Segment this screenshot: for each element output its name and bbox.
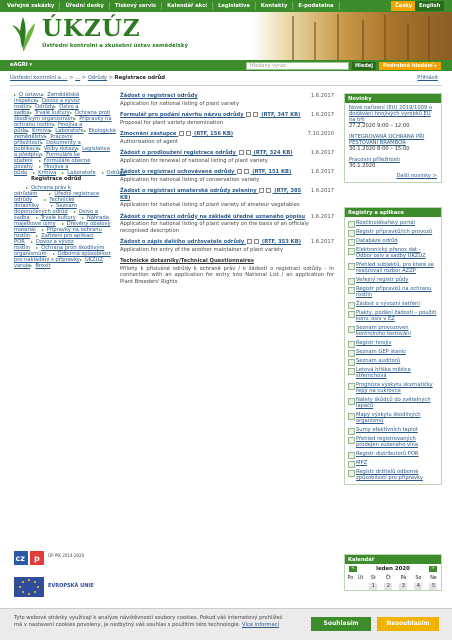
form-entry [120,188,334,209]
app-link[interactable]: Registr distributorů POR [345,451,441,457]
breadcrumb-odrudy[interactable]: Odrůdy [87,75,107,81]
sidebar-item[interactable]: Legislativa a předpisy [14,146,110,158]
form-description: Authorisation of agent [120,138,179,145]
form-title-link[interactable] [120,239,334,246]
app-link[interactable]: Přehled subjektů, pro které se realizovali rozbor AZZP [345,262,441,274]
app-link[interactable]: Letová hřiška měšice střemchová [345,367,441,379]
svg-text:cz: cz [15,554,25,563]
technical-questionnaires [120,258,334,285]
news-item-link[interactable]: INTEGROVANÁ OCHRANA PŘI PĚSTOVÁNÍ BRAMBOR [349,134,425,146]
file-icon [253,112,258,117]
calendar-day[interactable]: 5 [429,583,437,590]
form-description: Proposal for plant variety denomination [120,119,223,126]
sidebar-item[interactable]: Zařízení pro aplikaci POR [14,233,94,246]
app-link[interactable]: Přehled registrovaných prodejen sušeného vína [345,436,441,448]
form-title[interactable]: Žádost o registraci odrůdy na základě úředně uznaného popisu [120,213,306,220]
top-navigation [0,0,452,12]
form-entry [120,150,334,164]
calendar-weekday: Čt [385,575,391,581]
ukzuz-logo-icon[interactable] [10,17,36,51]
topnav-item[interactable]: Tiskový servis [110,2,162,10]
form-description: Application for renewal of national listing of plant variety [120,157,268,164]
calendar-weekday: Po [347,575,354,581]
file-icon [259,188,264,193]
form-entry [120,131,334,145]
file-size[interactable]: (RTF, 151 KB) [252,169,292,175]
breadcrumb-home[interactable]: Ústřední kontrolní a ... [10,75,68,81]
sidebar-item[interactable]: Ochrana proti škodlivým organismům [14,110,111,122]
calendar-weekday: Ne [430,575,437,581]
lang-czech-button[interactable]: Česky [391,1,416,11]
calendar-box [344,554,442,591]
app-link[interactable]: Rostlinolékařský portál [345,220,441,226]
file-icon [246,150,251,155]
topnav-item[interactable]: Úřední desky [60,2,109,10]
sidebar-item[interactable]: Krmiva [33,170,56,176]
news-heading: Novinky [345,94,441,103]
form-title[interactable]: Žádost o zápis dalšího udržovatele odrůdy [120,239,245,245]
sidebar-item[interactable]: Úřední registrace odrůdy [14,191,100,204]
app-link[interactable]: Registr přípravků na ochranu rostlin [345,286,441,298]
calendar-day[interactable]: 3 [399,583,407,590]
form-title[interactable]: Žádost o registraci odrůdy [120,93,198,99]
breadcrumb-current: Registrace odrůd [114,75,165,81]
svg-text:p: p [34,554,40,563]
sidebar-item[interactable]: Hnojiva a půda [14,164,69,176]
lang-english-button[interactable]: English [415,1,444,11]
app-link[interactable]: Sumy efektivních teplot [345,427,441,433]
app-link[interactable]: Registr přípravků/ich provozů [345,229,441,235]
sidebar-item[interactable]: Odrůdy [102,170,126,176]
sidebar-item[interactable]: Osivo a sadba [14,104,79,116]
calendar-next-button[interactable]: > [429,566,437,572]
sidebar-item[interactable]: Přípravky na ochranu rostlin [14,116,112,128]
cookie-more-link[interactable]: Více informací [241,621,279,628]
sidebar-item[interactable]: Dovoz a vývoz rostlin [14,239,74,252]
sidebar-item[interactable]: Formuláře obecné povahy [14,158,91,170]
search-input[interactable]: Hledaný výraz [246,62,349,70]
tq-title-link[interactable]: Technické dotazníky/Technical Questionnaires [120,258,254,264]
search-button[interactable]: Hledej [352,62,376,70]
svg-text:EVROPSKÁ UNIE: EVROPSKÁ UNIE [48,583,94,589]
topnav-item[interactable]: E-podatelna [293,2,339,10]
form-title-link[interactable] [120,188,334,201]
calendar-grid [345,574,441,590]
file-size[interactable]: (RTF, 385 KB) [120,188,302,201]
form-title[interactable]: Zmocnění zástupce [120,131,177,137]
app-link[interactable]: Elektronický přenos dat - Odbor osiv a sadby ÚKZÚZ [345,247,441,259]
file-size[interactable]: (RTF, 324 KB) [253,150,293,156]
file-icon [237,169,242,174]
form-title-link[interactable] [120,93,334,100]
cookie-agree-button[interactable]: Souhlasím [311,617,371,631]
form-title-link[interactable] [120,150,334,157]
form-title-link[interactable] [120,214,334,221]
sidebar-item[interactable]: Osivo a sadba [14,209,99,222]
file-size[interactable]: (RTF, 156 KB) [194,131,234,137]
news-box [344,93,442,183]
form-date: 1.6.2017 [310,188,334,194]
file-icon [179,131,184,136]
sidebar-item[interactable]: Dokumenty a publikace [14,140,81,152]
brand-name[interactable]: ÚKZÚZ [42,15,141,42]
sidebar-item[interactable]: Seznam doporučených odrůd [14,203,77,216]
sidebar-item[interactable]: Formuláře ke stažení [14,152,80,164]
news-item-date: 30.1.2020 [349,163,376,169]
sidebar-item[interactable]: Zemědělská inspekce [14,92,80,104]
sidebar-item[interactable]: Ekologické zemědělství [14,128,116,140]
sidebar-item[interactable]: Laboratoře [62,170,95,176]
news-item-link[interactable]: Pracovní příležitosti [349,157,400,163]
header-wheat-image [252,12,452,60]
app-link[interactable]: Seznam auditorů [345,358,441,364]
topnav-item[interactable]: Kalendář akcí [162,2,213,10]
news-item-date: 27.2.2020 9:00 – 12:00 [349,123,410,129]
form-title[interactable]: Žádost o prodloužení registrace odrůdy [120,150,236,156]
svg-text:OP PIK 2014-2020: OP PIK 2014-2020 [48,553,85,558]
file-icon [244,169,249,174]
app-link[interactable]: MPZ [345,460,441,466]
app-link[interactable]: Nálety škůdců do světelných lapačů [345,397,441,409]
sidebar-item[interactable]: O ústavu [14,92,42,98]
apps-box [344,207,442,485]
sidebar-item[interactable]: Technické dotazníky [14,197,75,210]
divider [10,85,442,86]
app-link[interactable]: Seznam provozoven kontrolního testování [345,325,441,337]
sidebar-item[interactable]: Dovoz a vývoz rostlin [14,98,80,110]
sidebar-item[interactable]: Brexit [30,263,50,269]
sidebar-item[interactable]: Laboratoře [50,128,83,134]
topnav-item[interactable]: Kontakty [256,2,293,10]
sidebar-item[interactable]: Ochrana proti škodlivým organismům [14,245,105,258]
form-entry [120,169,334,183]
form-entry [120,93,334,107]
sidebar-item[interactable]: ÚKZÚZ varuje [14,257,103,270]
more-news-link[interactable]: Další novinky > [396,173,437,179]
form-description: Application for national listing of conservation variety [120,176,260,183]
news-item-date: 30.1.2020 8:00 – 15:00 [349,146,410,152]
sidebar-item[interactable]: Trvalé kultury [30,110,70,116]
calendar-weekday: St [370,575,376,581]
news-item-link[interactable]: Nové nařízení (EU) 2019/1009 o dodávání hnojivých výrobků EU na trh [349,105,433,123]
sidebar-item[interactable]: Odrůdy [30,104,54,110]
app-link[interactable]: Veřejný registr půdy [345,277,441,283]
app-link[interactable]: Registr hnojiv [345,340,441,346]
sidebar-item[interactable]: Dřevěný obalový materiál [14,221,111,234]
form-title[interactable]: Žádost o registraci amatérské odrůdy zeleniny [120,188,257,194]
breadcrumb: Ústřední kontrolní a ... > ... > Odrůdy > Registrace odrůd [10,75,165,81]
header [0,12,452,60]
calendar-day[interactable]: 4 [414,583,422,590]
breadcrumb-ellipsis[interactable]: ... [75,75,81,81]
calendar-month: leden 2020 [376,566,410,572]
sidebar-item[interactable]: Ochrana práv k odrůdám [14,185,71,198]
form-date: 1.6.2017 [310,169,334,175]
login-link[interactable]: Přihlásit [417,75,438,81]
search-bar [0,60,452,71]
sidebar-item[interactable]: Přípravky na ochranu rostlin [14,227,102,240]
form-description: Application for national listing of plant variety of amateur vegetables [120,202,300,208]
file-icon [186,131,191,136]
form-title-link[interactable] [120,169,334,176]
form-entry [120,239,334,253]
file-icon [246,112,251,117]
cookie-disagree-button[interactable]: Nesouhlasím [377,617,439,631]
form-date: 1.6.2017 [310,150,334,156]
form-date: 1.6.2017 [310,213,334,220]
topnav-item[interactable]: Legislativa [213,2,256,10]
sidebar-item[interactable]: Volby dotazy [39,146,77,152]
calendar-heading: Kalendář [345,555,441,564]
form-description: Application for entry of the another maintainer of plant variety [120,246,284,253]
app-link[interactable]: Registr držitelů odborné způsobilosti pro přípravky [345,469,441,481]
app-link[interactable]: Žádost o vývozní šetření [345,301,441,307]
form-description: Application for national listing of plant variety on the basis of an officialy recognised description [120,221,309,234]
sidebar-item: Registrace odrůd [31,176,82,182]
apps-heading: Registry a aplikace [345,208,441,217]
form-description: Application for national listing of plant variety [120,100,240,107]
tq-description: Přílohy k příslušné odrůdy k ochraně práv / k žádosti o registraci odrůdy - In connection with an application for entry into National List / an application for Plant Breeders' Rights [120,265,334,285]
app-link[interactable]: Databáze odrůd [345,238,441,244]
sidebar-item[interactable]: Krmiva [27,128,50,134]
eu-logos [14,551,124,603]
calendar-weekday: Út [358,575,364,581]
calendar-weekday: Pá [400,575,407,581]
eagri-menu[interactable]: eAGRI ▾ [10,62,33,68]
sidebar-item[interactable]: Trvalé kultury [36,215,76,221]
calendar-weekday: So [415,575,422,581]
sidebar-menu [14,92,126,270]
sidebar-item[interactable]: Náhrada majetkové újmy [14,215,109,228]
file-icon [266,188,271,193]
form-entry [120,214,334,235]
brand-subtitle: Ústřední kontrolní a zkušební ústav zemědělský [42,43,188,49]
file-icon [239,150,244,155]
app-link[interactable]: Seznam GEP stanic [345,349,441,355]
main-content [120,93,334,290]
file-icon [247,239,252,244]
topnav-item[interactable]: Veřejné zakázky [2,2,60,10]
form-title-link[interactable] [120,131,334,138]
form-date: 1.6.2017 [310,112,334,118]
app-link[interactable]: Mapy výskytu škodlivých organismů [345,412,441,424]
form-date: 1.6.2017 [310,93,334,99]
calendar-day[interactable]: 2 [384,583,392,590]
form-title[interactable]: Žádost o registraci uchovávané odrůdy [120,169,235,175]
file-size[interactable]: (RTF, 347 KB) [261,112,301,118]
sidebar-item[interactable]: Hnojiva a půda [14,122,83,134]
form-date: 1.6.2017 [310,239,334,245]
advanced-search-button[interactable]: Podrobné hledání ▸ [379,62,441,70]
app-link[interactable]: Prognóza výskytu skvrnatičky řepy na cukrovce [345,382,441,394]
sidebar-item[interactable]: Pracovní příležitosti [14,134,73,146]
calendar-day[interactable]: 1 [369,583,377,590]
form-title-link[interactable] [120,112,334,119]
file-icon [254,239,259,244]
cookie-banner [0,608,452,640]
form-title[interactable]: Formulář pro podání návrhu názvu odrůdy [120,112,244,118]
sidebar-item[interactable]: Odborná způsobilost pro nakládání s přípravky [14,251,111,264]
file-size[interactable]: (RTF, 353 KB) [261,239,302,245]
form-date: 7.10.2010 [307,131,334,137]
calendar-prev-button[interactable]: < [349,566,357,572]
app-link[interactable]: Plakty, podání žádostí – použití konv. osiv v EZ [345,310,441,322]
cookie-text: Tyto webové stránky využívají k analýze návštěvnosti soubory cookies. Pokud váš internetový prohlížeč má v nastavení cookies povoleny, je nezbytný váš souhlas s použitím této technologie. Více informací [14,615,283,628]
form-entry [120,112,334,126]
